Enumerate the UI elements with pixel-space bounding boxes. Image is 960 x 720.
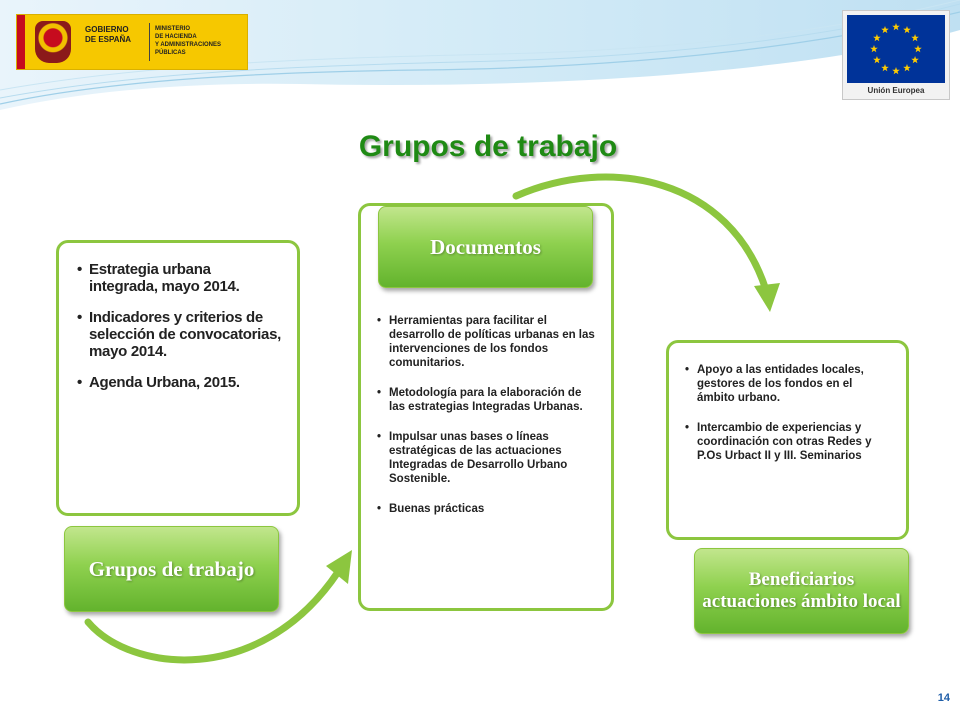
grupos-trabajo-label: Grupos de trabajo bbox=[64, 526, 279, 612]
documentos-label: Documentos bbox=[378, 206, 593, 288]
page-title: Grupos de trabajo bbox=[358, 130, 618, 163]
list-item: • Indicadores y criterios de selección de convocatorias, mayo 2014. bbox=[77, 309, 281, 360]
arrow-to-beneficiarios-head bbox=[754, 283, 780, 312]
list-item: • Herramientas para facilitar el desarrollo de políticas urbanas en las intervenciones de los fondos comunitarios. bbox=[377, 314, 595, 370]
eu-logo-label: Unión Europea bbox=[867, 86, 925, 95]
list-item: • Intercambio de experiencias y coordinación con otras Redes y P.Os Urbact II y III. Seminarios bbox=[685, 421, 892, 463]
spanish-government-logo bbox=[16, 14, 248, 70]
flag-stripe bbox=[17, 15, 25, 69]
documentos-list bbox=[377, 314, 595, 516]
grupos-trabajo-list bbox=[77, 261, 281, 391]
gov-logo-text: GOBIERNO DE ESPAÑA bbox=[85, 25, 132, 44]
list-item: • Estrategia urbana integrada, mayo 2014. bbox=[77, 261, 281, 295]
list-item: • Agenda Urbana, 2015. bbox=[77, 374, 281, 391]
list-item: • Metodología para la elaboración de las estrategias Integradas Urbanas. bbox=[377, 386, 595, 414]
grupos-trabajo-card bbox=[56, 240, 300, 516]
eu-flag-icon bbox=[847, 15, 945, 83]
beneficiarios-label: Beneficiarios actuaciones ámbito local bbox=[694, 548, 909, 634]
logo-divider bbox=[149, 23, 150, 61]
coat-of-arms-icon bbox=[35, 21, 71, 63]
beneficiarios-card bbox=[666, 340, 909, 540]
list-item: • Buenas prácticas bbox=[377, 502, 595, 516]
eu-logo bbox=[842, 10, 950, 100]
arrow-to-documentos-head bbox=[326, 550, 352, 584]
beneficiarios-list bbox=[685, 363, 892, 463]
list-item: • Impulsar unas bases o líneas estratégicas de las actuaciones Integradas de Desarrollo Urbano Sostenible. bbox=[377, 430, 595, 486]
page-number: 14 bbox=[937, 692, 950, 704]
list-item: • Apoyo a las entidades locales, gestores de los fondos en el ámbito urbano. bbox=[685, 363, 892, 405]
ministry-logo-text: MINISTERIO DE HACIENDA Y ADMINISTRACIONES PÚBLICAS bbox=[155, 26, 222, 56]
